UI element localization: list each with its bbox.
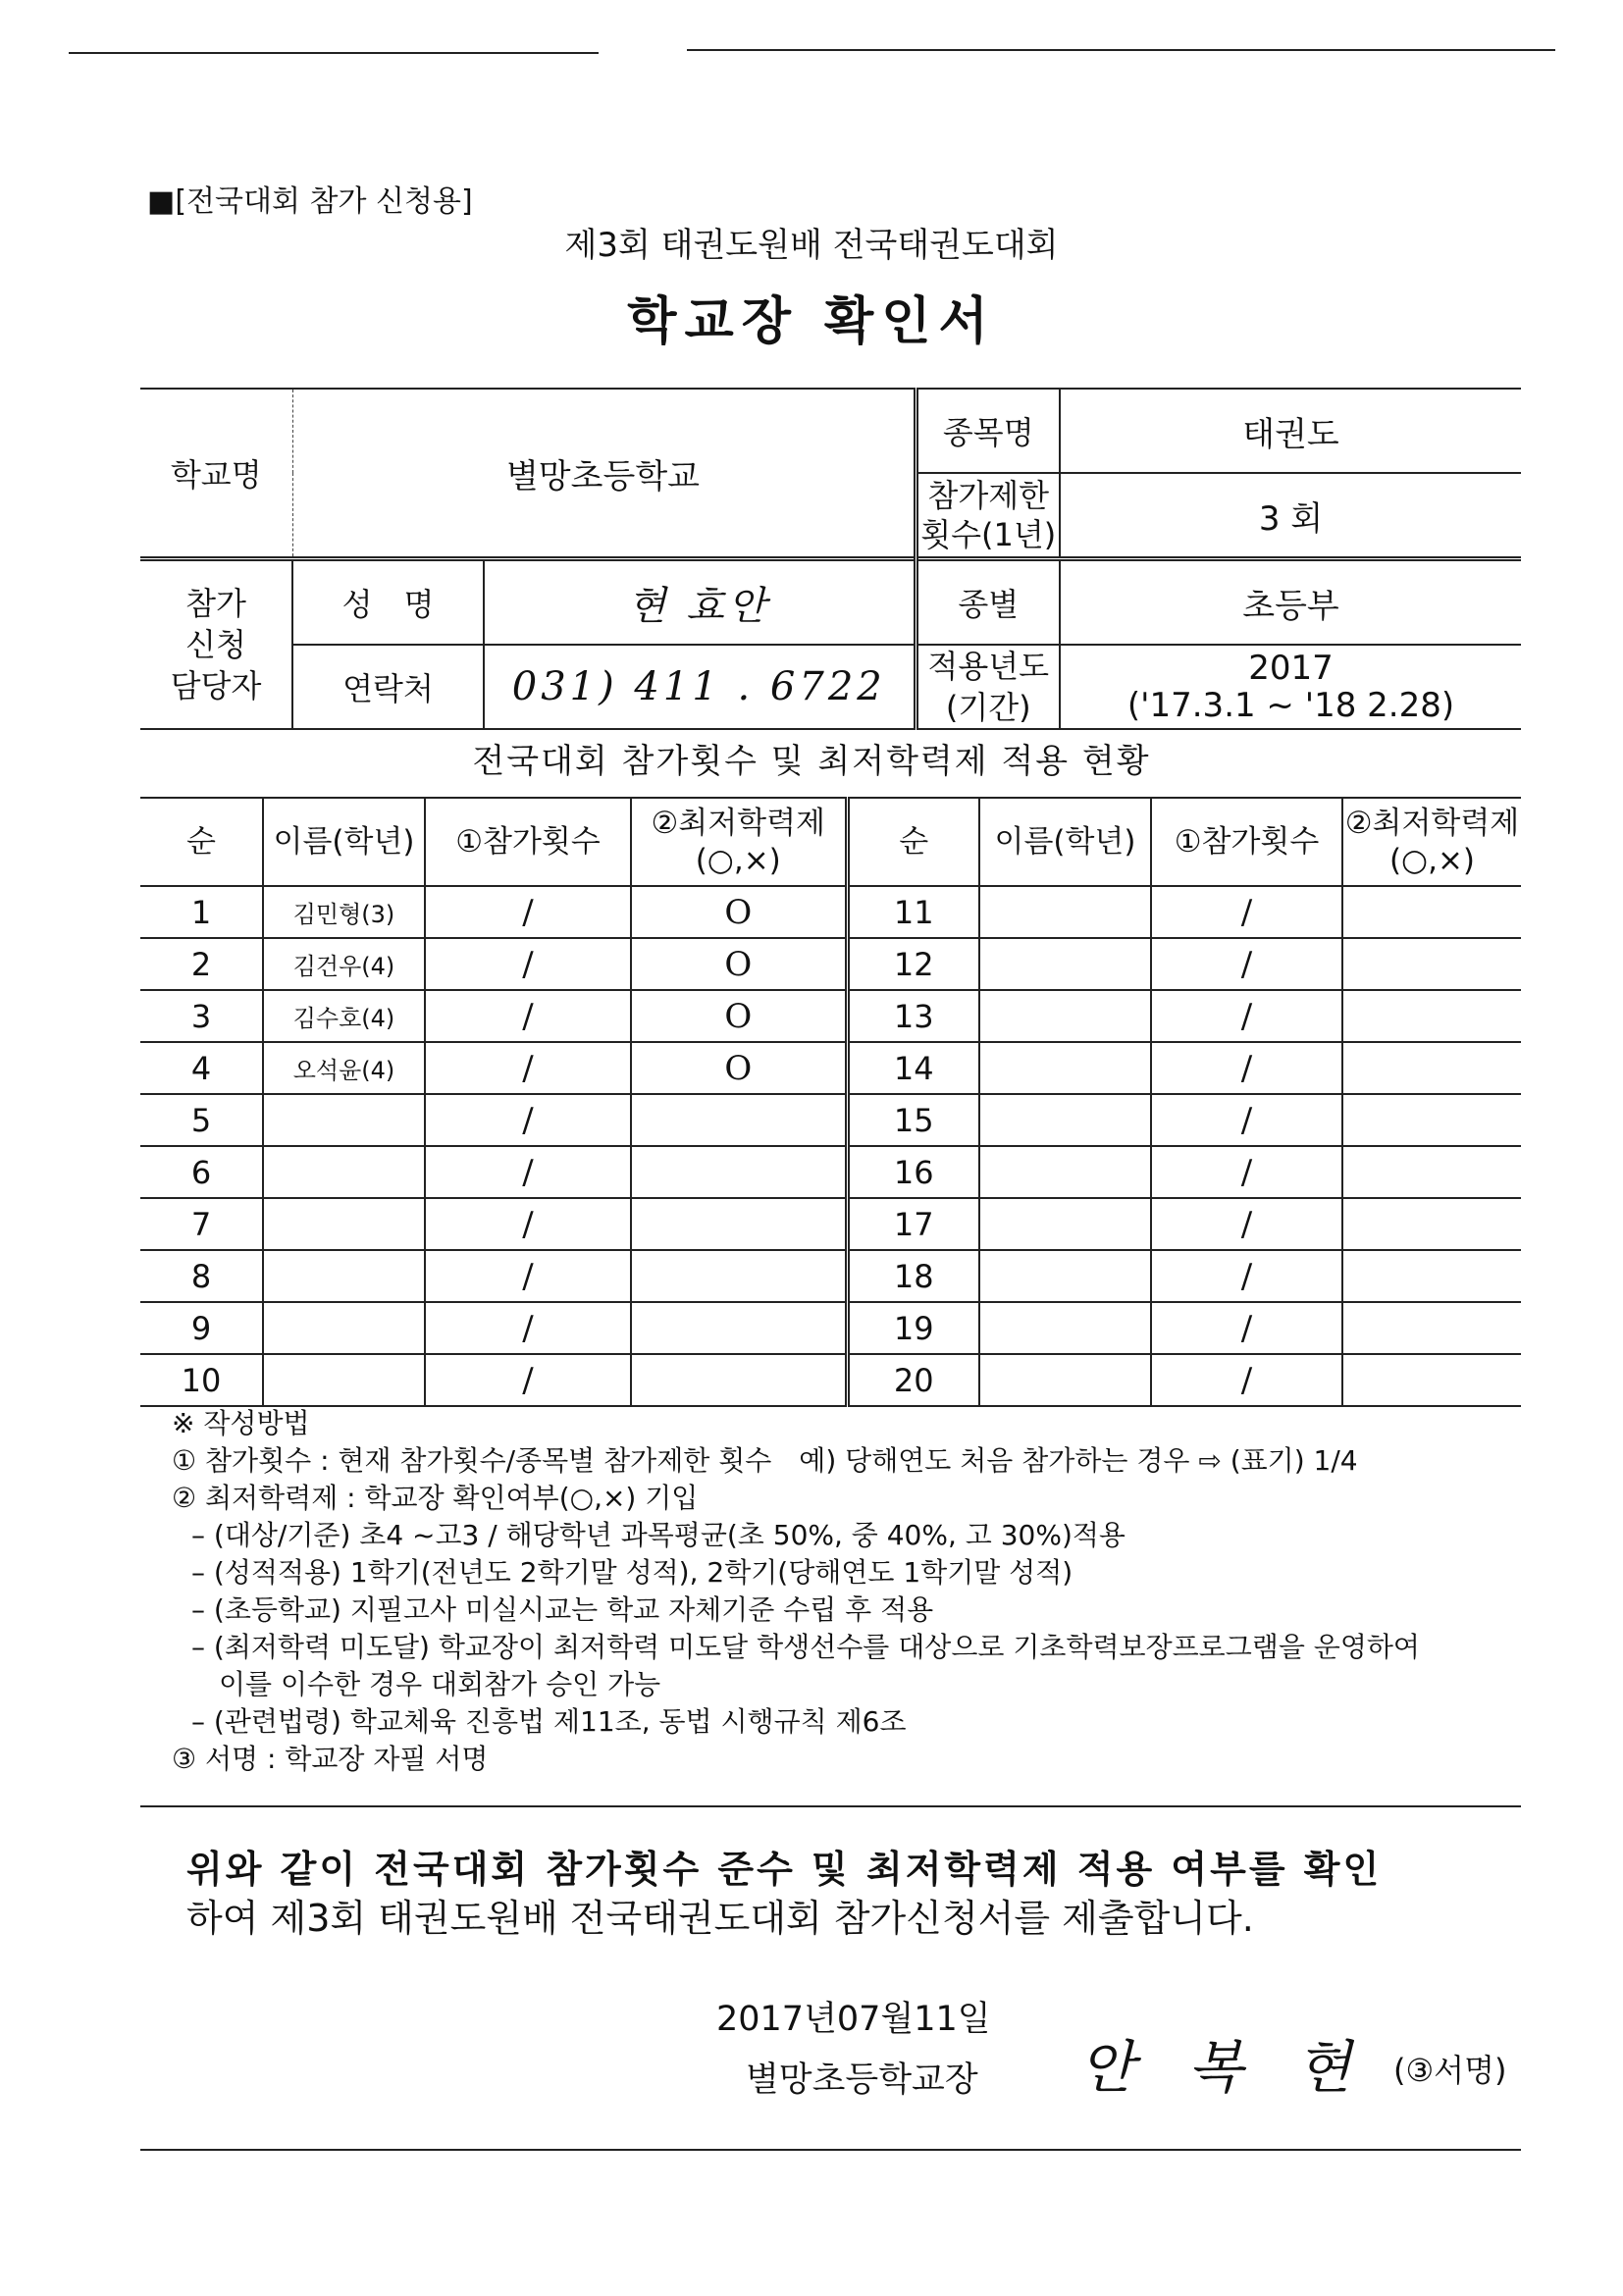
row-academic-right [1342, 1146, 1521, 1198]
division-label: 종별 [916, 559, 1060, 646]
row-count: / [425, 886, 631, 938]
note-shortfall: – (최저학력 미도달) 학교장이 최저학력 미도달 학생선수를 대상으로 기초학력보장프로그램을 운영하여 [191, 1631, 1420, 1663]
row-name-right [979, 938, 1151, 990]
row-name-right [979, 1094, 1151, 1146]
row-count-right: / [1151, 1042, 1342, 1094]
col-academic: ②최저학력제 (○,×) [631, 798, 847, 886]
row-count-right: / [1151, 1354, 1342, 1406]
limit-value: 3 회 [1060, 473, 1521, 559]
row-count: / [425, 1198, 631, 1250]
note-signature: ③ 서명 : 학교장 자필 서명 [172, 1743, 489, 1775]
row-number: 2 [140, 938, 263, 990]
divider-rule [140, 1805, 1521, 1807]
table-row [140, 1302, 1521, 1354]
contact-label: 연락처 [292, 645, 484, 729]
table-row [140, 1250, 1521, 1302]
section-title: 전국대회 참가횟수 및 최저학력제 적용 현황 [472, 742, 1151, 781]
confirm-line-2: 하여 제3회 태권도원배 전국태권도대회 참가신청서를 제출합니다. [186, 1897, 1254, 1940]
row-number: 8 [140, 1250, 263, 1302]
row-name: 김민형(3) [263, 886, 425, 938]
row-number: 10 [140, 1354, 263, 1406]
row-academic-right [1342, 1250, 1521, 1302]
year-value: 2017 [1248, 649, 1334, 688]
row-count-right: / [1151, 1302, 1342, 1354]
confirmation-text [186, 1845, 1382, 1943]
row-academic [631, 1198, 847, 1250]
row-count: / [425, 1302, 631, 1354]
row-number-right: 16 [847, 1146, 979, 1198]
row-number: 1 [140, 886, 263, 938]
limit-label: 참가제한 횟수(1년) [916, 473, 1060, 559]
note-count: ① 참가횟수 : 현재 참가횟수/종목별 참가제한 횟수 예) 당해연도 처음 참가하는 경우 ⇨ (표기) 1/4 [172, 1444, 1358, 1477]
row-count-right: / [1151, 1250, 1342, 1302]
row-name-right [979, 1250, 1151, 1302]
row-name-right [979, 1146, 1151, 1198]
row-name [263, 1354, 425, 1406]
row-academic [631, 1094, 847, 1146]
table-row [140, 1042, 1521, 1094]
row-name-right [979, 1354, 1151, 1406]
row-name [263, 1250, 425, 1302]
col-no: 순 [140, 798, 263, 886]
note-target: – (대상/기준) 초4 ~고3 / 해당학년 과목평균(초 50%, 중 40%, 고 30%)적용 [191, 1519, 1126, 1551]
row-number-right: 14 [847, 1042, 979, 1094]
row-count: / [425, 938, 631, 990]
row-academic-right [1342, 938, 1521, 990]
event-value: 태권도 [1060, 389, 1521, 473]
table-row [140, 886, 1521, 938]
row-academic-right [1342, 1094, 1521, 1146]
applicant-label: 참가 신청 담당자 [140, 559, 292, 730]
col-name-right: 이름(학년) [979, 798, 1151, 886]
bottom-rule [140, 2149, 1521, 2151]
name-value: 현 효안 [484, 559, 916, 646]
row-academic: O [631, 886, 847, 938]
row-name: 김건우(4) [263, 938, 425, 990]
row-name [263, 1302, 425, 1354]
row-academic [631, 1354, 847, 1406]
signature-mark: (③서명) [1393, 2052, 1507, 2089]
row-academic-right [1342, 1042, 1521, 1094]
principal-signature: 안 복 현 [1079, 2034, 1369, 2101]
row-number-right: 17 [847, 1198, 979, 1250]
row-academic: O [631, 1042, 847, 1094]
event-label: 종목명 [916, 389, 1060, 473]
col-count: ①참가횟수 [425, 798, 631, 886]
row-academic-right [1342, 1198, 1521, 1250]
row-number-right: 20 [847, 1354, 979, 1406]
row-academic-right [1342, 1354, 1521, 1406]
form-tag: ■[전국대회 참가 신청용] [147, 184, 473, 219]
row-name-right [979, 990, 1151, 1042]
row-name-right [979, 1198, 1151, 1250]
table-row [140, 1146, 1521, 1198]
row-number-right: 18 [847, 1250, 979, 1302]
col-no-right: 순 [847, 798, 979, 886]
instructions [172, 1405, 1420, 1778]
period-value: ('17.3.1 ~ '18 2.28) [1126, 686, 1455, 725]
row-count-right: / [1151, 938, 1342, 990]
row-name-right [979, 1042, 1151, 1094]
top-rule-right [687, 49, 1555, 51]
row-number: 3 [140, 990, 263, 1042]
row-number: 6 [140, 1146, 263, 1198]
row-number: 5 [140, 1094, 263, 1146]
row-academic [631, 1302, 847, 1354]
row-count: / [425, 1354, 631, 1406]
col-count-right: ①참가횟수 [1151, 798, 1342, 886]
row-academic-right [1342, 990, 1521, 1042]
note-elementary: – (초등학교) 지필고사 미실시교는 학교 자체기준 수립 후 적용 [191, 1593, 934, 1626]
row-number-right: 15 [847, 1094, 979, 1146]
row-name [263, 1094, 425, 1146]
col-academic-right: ②최저학력제 (○,×) [1342, 798, 1521, 886]
row-count: / [425, 990, 631, 1042]
note-grades: – (성적적용) 1학기(전년도 2학기말 성적), 2학기(당해연도 1학기말 성적) [191, 1556, 1073, 1589]
page-title: 학교장 확인서 [627, 292, 996, 351]
row-academic: O [631, 938, 847, 990]
info-table [140, 388, 1521, 730]
note-academic: ② 최저학력제 : 학교장 확인여부(○,×) 기입 [172, 1482, 699, 1514]
col-name: 이름(학년) [263, 798, 425, 886]
year-cell [1060, 645, 1521, 729]
table-row [140, 1198, 1521, 1250]
event-subtitle: 제3회 태권도원배 전국태권도대회 [564, 226, 1059, 265]
row-count: / [425, 1146, 631, 1198]
row-number-right: 19 [847, 1302, 979, 1354]
row-name: 오석윤(4) [263, 1042, 425, 1094]
school-value: 별망초등학교 [292, 389, 916, 559]
submit-date: 2017년07월11일 [716, 2000, 991, 2039]
table-header-row [140, 798, 1521, 886]
row-count: / [425, 1094, 631, 1146]
contact-value: 031) 411 . 6722 [484, 645, 916, 729]
row-academic: O [631, 990, 847, 1042]
table-row [140, 990, 1521, 1042]
year-label: 적용년도 (기간) [916, 645, 1060, 729]
table-row [140, 938, 1521, 990]
name-label: 성 명 [292, 559, 484, 646]
row-academic-right [1342, 1302, 1521, 1354]
principal-title: 별망초등학교장 [746, 2061, 978, 2100]
note-shortfall-cont: 이를 이수한 경우 대회참가 승인 가능 [219, 1668, 661, 1700]
row-count-right: / [1151, 1094, 1342, 1146]
row-name [263, 1198, 425, 1250]
notes-heading: ※ 작성방법 [172, 1407, 310, 1439]
row-count: / [425, 1250, 631, 1302]
row-academic [631, 1250, 847, 1302]
row-number-right: 11 [847, 886, 979, 938]
row-number: 7 [140, 1198, 263, 1250]
table-row [140, 1094, 1521, 1146]
row-name [263, 1146, 425, 1198]
row-number-right: 13 [847, 990, 979, 1042]
top-rule-left [69, 52, 599, 54]
school-label: 학교명 [140, 389, 292, 559]
row-name: 김수호(4) [263, 990, 425, 1042]
table-row [140, 1354, 1521, 1406]
row-count-right: / [1151, 886, 1342, 938]
row-academic-right [1342, 886, 1521, 938]
row-count-right: / [1151, 1198, 1342, 1250]
row-count-right: / [1151, 1146, 1342, 1198]
division-value: 초등부 [1060, 559, 1521, 646]
row-academic [631, 1146, 847, 1198]
row-name-right [979, 1302, 1151, 1354]
confirm-line-1: 위와 같이 전국대회 참가횟수 준수 및 최저학력제 적용 여부를 확인 [186, 1848, 1383, 1891]
row-count-right: / [1151, 990, 1342, 1042]
row-number-right: 12 [847, 938, 979, 990]
row-number: 4 [140, 1042, 263, 1094]
row-count: / [425, 1042, 631, 1094]
note-law: – (관련법령) 학교체육 진흥법 제11조, 동법 시행규칙 제6조 [191, 1705, 907, 1738]
participation-table [140, 797, 1521, 1407]
row-name-right [979, 886, 1151, 938]
row-number: 9 [140, 1302, 263, 1354]
